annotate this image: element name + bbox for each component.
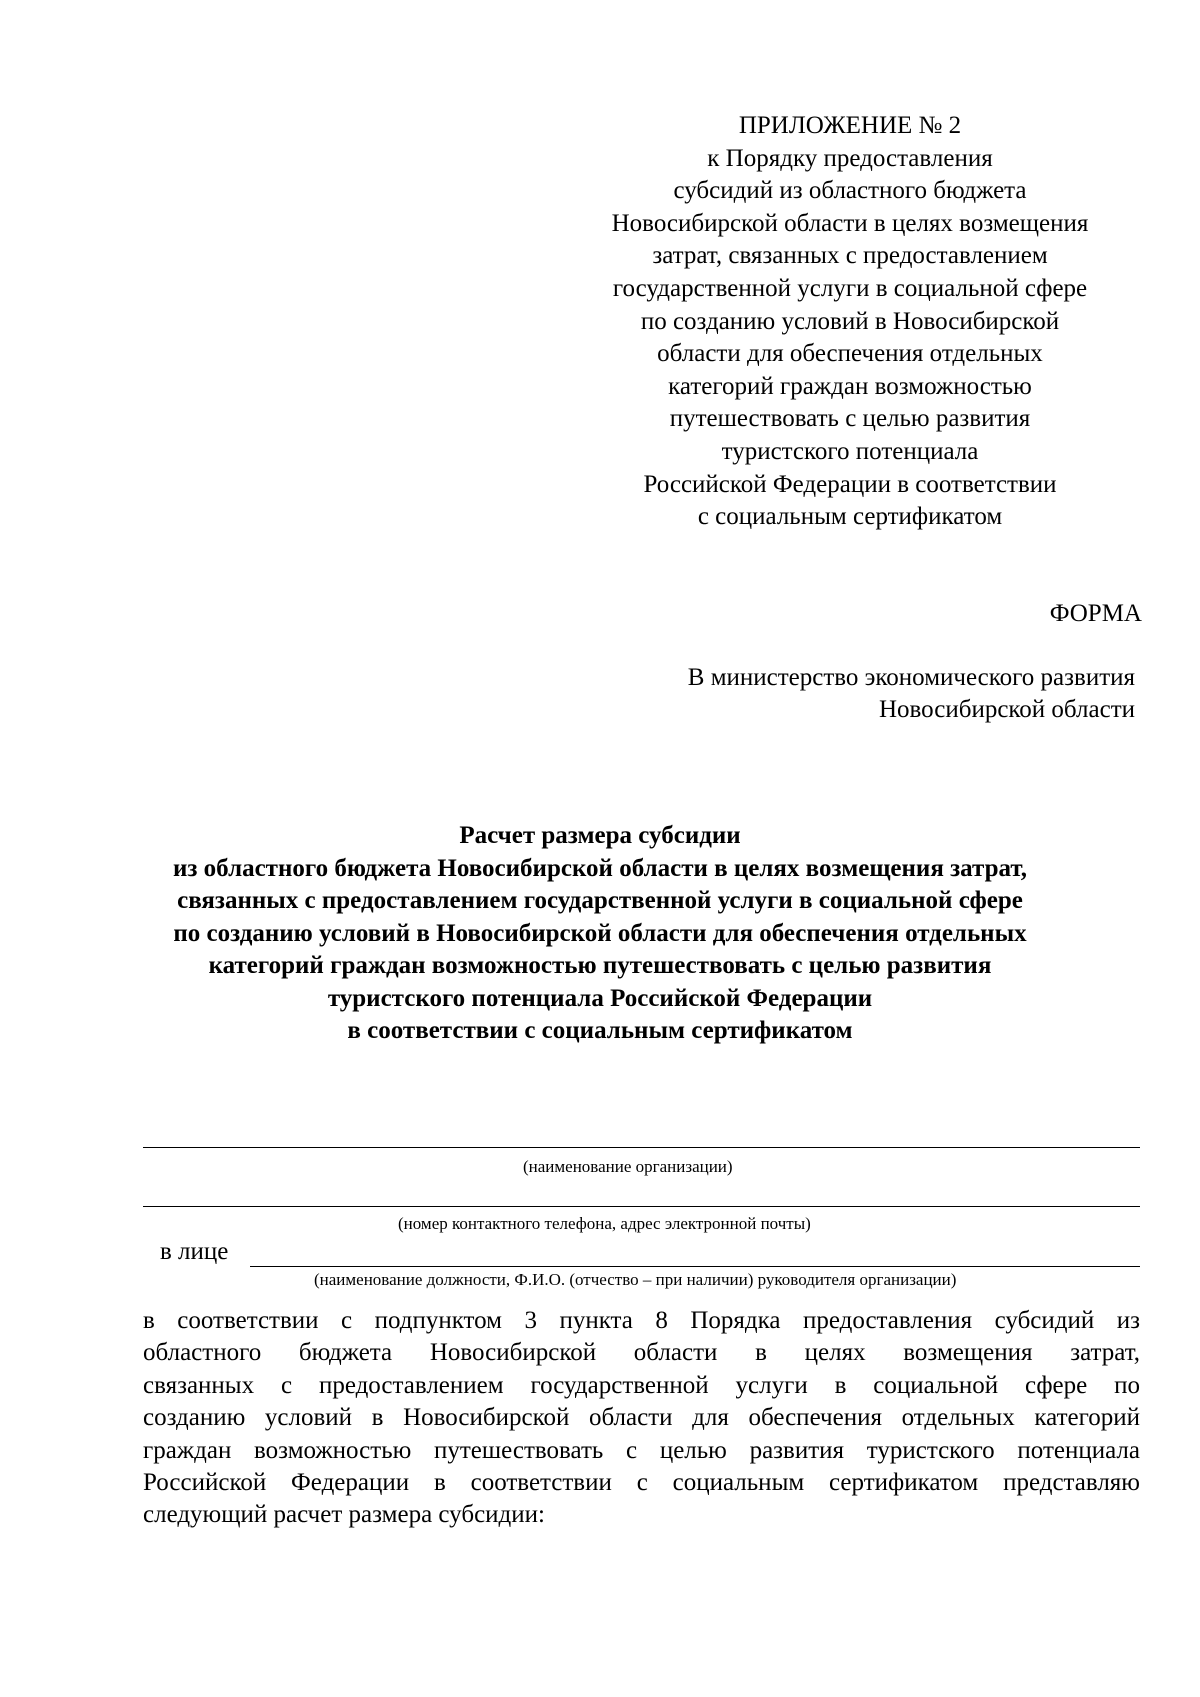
person-line[interactable] bbox=[250, 1266, 1140, 1267]
title-line: в соответствии с социальным сертификатом bbox=[347, 1017, 853, 1044]
body-paragraph bbox=[143, 1305, 1140, 1532]
contacts-line[interactable] bbox=[143, 1206, 1140, 1207]
addressee-line: Новосибирской области bbox=[878, 696, 1135, 723]
appendix-line: субсидий из областного бюджета bbox=[673, 177, 1027, 205]
body-line: связанных с предоставлением государственной услуги в социальной сфере по bbox=[143, 1371, 1140, 1399]
appendix-line: к Порядку предоставления bbox=[707, 144, 993, 172]
person-caption: (наименование должности, Ф.И.О. (отчество – при наличии) руководителя организации) bbox=[314, 1270, 957, 1289]
appendix-line: затрат, связанных с предоставлением bbox=[652, 242, 1048, 270]
body-line: созданию условий в Новосибирской области для обеспечения отдельных категорий bbox=[143, 1404, 1140, 1432]
title-line: Расчет размера субсидии bbox=[459, 822, 741, 849]
appendix-line: государственной услуги в социальной сфере bbox=[612, 274, 1088, 302]
addressee-line: В министерство экономического развития bbox=[687, 664, 1135, 691]
appendix-line: туристского потенциала bbox=[721, 437, 979, 465]
addressee bbox=[688, 662, 1135, 726]
title-line: категорий граждан возможностью путешествовать с целью развития bbox=[208, 952, 992, 979]
appendix-line: Новосибирской области в целях возмещения bbox=[611, 209, 1089, 237]
form-label: ФОРМА bbox=[1049, 600, 1142, 627]
appendix-line: Российской Федерации в соответствии bbox=[643, 470, 1057, 498]
appendix-header bbox=[590, 110, 1110, 534]
body-line: граждан возможностью путешествовать с целью развития туристского потенциала bbox=[143, 1436, 1140, 1464]
appendix-title: ПРИЛОЖЕНИЕ № 2 bbox=[738, 112, 962, 139]
title-line: связанных с предоставлением государственной услуги в социальной сфере bbox=[177, 887, 1023, 914]
body-line: областного бюджета Новосибирской области в целях возмещения затрат, bbox=[143, 1339, 1140, 1367]
appendix-line: путешествовать с целью развития bbox=[669, 405, 1031, 433]
body-line: Российской Федерации в соответствии с социальным сертификатом представляю bbox=[143, 1469, 1140, 1497]
body-line: в соответствии с подпунктом 3 пункта 8 Порядка предоставления субсидий из bbox=[143, 1307, 1140, 1334]
appendix-line: области для обеспечения отдельных bbox=[657, 340, 1043, 368]
in-person-label: в лице bbox=[160, 1238, 229, 1265]
org-name-caption: (наименование организации) bbox=[523, 1157, 733, 1176]
appendix-line: категорий граждан возможностью bbox=[668, 372, 1032, 400]
appendix-line: по созданию условий в Новосибирской bbox=[640, 307, 1060, 335]
title-line: из областного бюджета Новосибирской области в целях возмещения затрат, bbox=[172, 854, 1028, 882]
appendix-line: с социальным сертификатом bbox=[697, 503, 1003, 531]
title-line: по созданию условий в Новосибирской области для обеспечения отдельных bbox=[173, 919, 1027, 947]
body-line: следующий расчет размера субсидии: bbox=[143, 1501, 545, 1529]
document-title bbox=[100, 820, 1100, 1048]
contacts-caption: (номер контактного телефона, адрес электронной почты) bbox=[398, 1214, 811, 1233]
org-name-line[interactable] bbox=[143, 1147, 1140, 1148]
title-line: туристского потенциала Российской Федерации bbox=[327, 984, 873, 1012]
